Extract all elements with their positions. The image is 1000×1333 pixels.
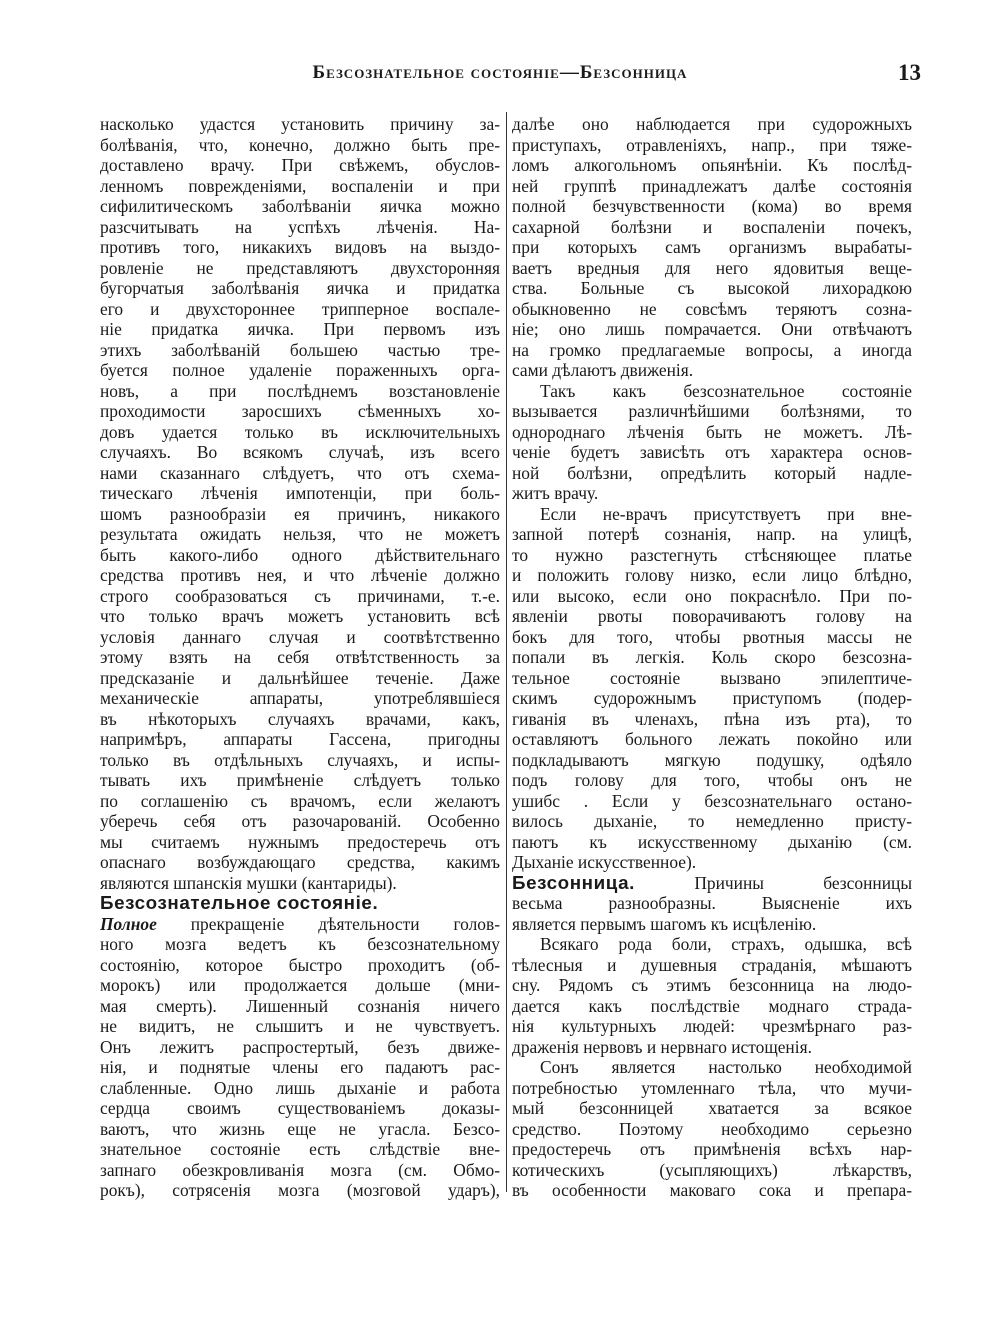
text-line: состоянію, которое быстро проходитъ (об- [100,954,500,975]
text-line: подкладываютъ мягкую подушку, одѣяло [512,749,912,770]
page-number: 13 [898,60,921,85]
text-line: бугорчатыя заболѣванія яичка и придатка [100,278,500,298]
text-line: сну. Рядомъ съ этимъ безсонница на людо- [512,975,912,995]
text-line: сами дѣлаютъ движенія. [512,360,694,380]
text-line: знательное состояніе есть слѣдствіе вне- [100,1139,500,1159]
section-heading-unconscious: Безсознательное состояніе. [100,893,379,913]
text-line: драженія нервовъ и нервнаго истощенія. [512,1036,812,1057]
text-line: являются шпанскія мушки (кантариды). [100,872,397,893]
text-line: обыкновенно не совсѣмъ теряютъ созна- [512,298,912,319]
text-line: полной безчувственности (кома) во время [512,196,912,216]
text-line: тѣлесныя и душевныя страданія, мѣшаютъ [512,954,912,975]
text-line: является первымъ шагомъ къ исцѣленію. [512,913,817,934]
lead-word: Полное [100,913,157,934]
right-column [512,114,912,1204]
text-line: на громко предлагаемые вопросы, а иногда [512,339,912,360]
text-line: его и двухстороннее трипперное воспале- [100,298,500,319]
text-line: проходимости заросшихъ сѣменныхъ хо- [100,401,500,421]
text-line: предсказаніе и дальнѣйшее теченіе. Даже [100,667,500,688]
text-line: ровленіе не представляютъ двухсторонняя [100,257,500,278]
text-line: явленіи рвоты поворачиваютъ голову на [512,606,912,626]
text-line: ломъ алкогольномъ опьянѣніи. Къ послѣд- [512,155,912,175]
text-line: паютъ къ искусственному дыханію (см. [512,831,912,852]
text-line: ченіе будетъ зависѣть отъ характера основ- [512,442,912,462]
text-line: этому взять на себя отвѣтственность за [100,647,500,667]
text-line: ней группѣ принадлежатъ далѣе состоянія [512,175,912,196]
text-line: уберечь себя отъ разочарованій. Особенно [100,811,500,831]
text-line: шомъ разнообразіи ея причинъ, никакого [100,503,500,524]
text-line: быть какого-либо одного дѣйствительнаго [100,544,500,565]
left-para-2-first-line [100,914,500,935]
right-para-1 [512,114,912,381]
text-line: Онъ лежитъ распростертый, безъ движе- [100,1036,500,1057]
text-line: вилось дыханіе, то немедленно присту- [512,811,912,831]
text-line: потребностью утомленнаго тѣла, что мучи- [512,1077,912,1098]
text-line: средства противъ нея, и что лѣченіе должно [100,565,500,585]
text-line: сердца своимъ существованіемъ доказы- [100,1098,500,1118]
text-line: что только врачъ можетъ установить всѣ [100,606,500,626]
text-line: оставляютъ больного лежать покойно или [512,729,912,749]
text-line: условія даннаго случая и соотвѣтственно [100,626,500,647]
text-line: противъ того, никакихъ видовъ на выздо- [100,237,500,257]
text-line: разсчитывать на успѣхъ лѣченія. На- [100,216,500,237]
text-line: вызывается различнѣйшими болѣзнями, то [512,401,912,421]
text-line: по соглашенію съ врачомъ, если желаютъ [100,790,500,811]
column-divider [506,112,507,1192]
text-line: случаяхъ. Во всякомъ случаѣ, изъ всего [100,442,500,462]
text-line: болѣванія, что, конечно, должно быть пре- [100,134,500,155]
text-line: нія культурныхъ людей: чрезмѣрнаго раз- [512,1016,912,1036]
text-line: предостеречь отъ примѣненія всѣхъ нар- [512,1139,912,1159]
text-line: ушибс . Если у безсознательнаго остано- [512,790,912,811]
text-line: въ нѣкоторыхъ случаяхъ врачами, какъ, [100,708,500,729]
text-line: мый безсонницей хватается за всякое [512,1098,912,1118]
text-line: Дыханіе искусственное). [512,852,697,872]
text-line: котическихъ (усыпляющихъ) лѣкарствъ, [512,1159,912,1180]
section-heading-insomnia-line [512,873,912,894]
left-column [100,114,500,1204]
text-line: Всякаго рода боли, страхъ, одышка, всѣ [540,934,912,954]
text-line: гиванія въ членахъ, пѣна изъ рта), то [512,708,912,729]
text-line: только въ отдѣльныхъ случаяхъ, и испы- [100,749,500,770]
text-line: тическаго лѣченія импотенціи, при боль- [100,483,500,503]
text-line: однороднаго лѣченія быть не можетъ. Лѣ- [512,421,912,442]
text-line: этихъ заболѣваній большею частью тре- [100,339,500,360]
text-line: мы считаемъ нужнымъ предостеречь отъ [100,831,500,852]
text-line: ніе придатка яичка. При первомъ изъ [100,319,500,339]
left-para-2 [100,934,500,1201]
right-para-6 [512,1057,912,1201]
text-line: механическіе аппараты, употреблявшіеся [100,688,500,708]
text-line: ваетъ вредныя для него ядовитыя веще- [512,257,912,278]
text-line: при которыхъ самъ организмъ вырабаты- [512,237,912,257]
text-line: новъ, а при послѣднемъ возстановленіе [100,380,500,401]
text-line: строго сообразоваться съ причинами, т.-е. [100,585,500,606]
text-line: дается какъ послѣдствіе моднаго страда- [512,995,912,1016]
text-line: сифилитическомъ заболѣваніи яичка можно [100,196,500,216]
text-line: ства. Больные съ высокой лихорадкою [512,278,912,298]
text-line: или высоко, если оно покраснѣло. При по- [512,585,912,606]
text-line: далѣе оно наблюдается при судорожныхъ [512,114,912,134]
text-line: слабленные. Одно лишь дыханіе и работа [100,1077,500,1098]
text-line: тывать ихъ примѣненіе слѣдуетъ только [100,770,500,790]
text-line: морокъ) или продолжается дольше (мни- [100,975,500,995]
text-line: ваютъ, что жизнь еще не угасла. Безсо- [100,1118,500,1139]
text-line: тельное состояніе вызвано эпилептиче- [512,667,912,688]
running-header: Безсознательное состояніе—Безсонница [312,62,688,83]
text-line: запнаго обезкровливанія мозга (см. Обмо- [100,1159,500,1180]
heading-rest: Причины безсонницы [635,872,912,893]
lead-rest: прекращеніе дѣятельности голов- [156,913,500,934]
text-line: нія, и поднятые члены его падаютъ рас- [100,1057,500,1077]
text-line: нами сказаннаго слѣдуетъ, что отъ схема- [100,462,500,483]
text-line: средство. Поэтому необходимо серьезно [512,1118,912,1139]
text-line: приступахъ, отравленіяхъ, напр., при тяже- [512,134,912,155]
text-line: весьма разнообразны. Выясненіе ихъ [512,893,912,913]
text-line: Если не-врачъ присутствуетъ при вне- [540,503,912,524]
text-line: опаснаго возбуждающаго средства, какимъ [100,852,500,872]
text-line: результата ожидать нельзя, что не можетъ [100,524,500,544]
text-line: житъ врачу. [512,483,599,503]
text-line: рокъ), сотрясенія мозга (мозговой ударъ), [100,1180,500,1200]
text-line: Сонъ является настолько необходимой [540,1057,912,1077]
text-line: сахарной болѣзни и воспаленіи почекъ, [512,216,912,237]
text-line: буется полное удаленіе пораженныхъ орга- [100,360,500,380]
text-line: запной потерѣ сознанія, напр. на улицѣ, [512,524,912,544]
text-line: ного мозга ведетъ къ безсознательному [100,934,500,954]
text-line: насколько удастся установить причину за- [100,114,500,134]
text-line: доставлено врачу. При свѣжемъ, обуслов- [100,155,500,175]
left-para-1 [100,114,500,893]
text-line: не видитъ, не слышитъ и не чувствуетъ. [100,1016,500,1036]
text-line: ніе; оно лишь помрачается. Они отвѣчаютъ [512,319,912,339]
text-line: скимъ судорожнымъ приступомъ (подер- [512,688,912,708]
right-para-2 [512,381,912,504]
text-line: довъ удается только въ исключительныхъ [100,421,500,442]
text-line: въ особенности маковаго сока и препара- [512,1180,912,1200]
right-para-3 [512,504,912,873]
right-para-5 [512,934,912,1057]
text-line: бокъ для того, чтобы рвотныя массы не [512,626,912,647]
text-line: мая смерть). Лишенный сознанія ничего [100,995,500,1016]
text-line: то нужно разстегнуть стѣсняющее платье [512,544,912,565]
text-line: подъ голову для того, чтобы онъ не [512,770,912,790]
text-line: и положить голову низко, если лицо блѣдно, [512,565,912,585]
section-heading-insomnia: Безсонница. [512,872,636,893]
text-line: ленномъ поврежденіями, воспаленіи и при [100,175,500,196]
text-line: Такъ какъ безсознательное состояніе [540,380,912,401]
text-line: попали въ легкія. Коль скоро безсозна- [512,647,912,667]
right-para-4 [512,893,912,934]
text-line: ной болѣзни, опредѣлить который надле- [512,462,912,483]
text-line: напримѣръ, аппараты Гассена, пригодны [100,729,500,749]
